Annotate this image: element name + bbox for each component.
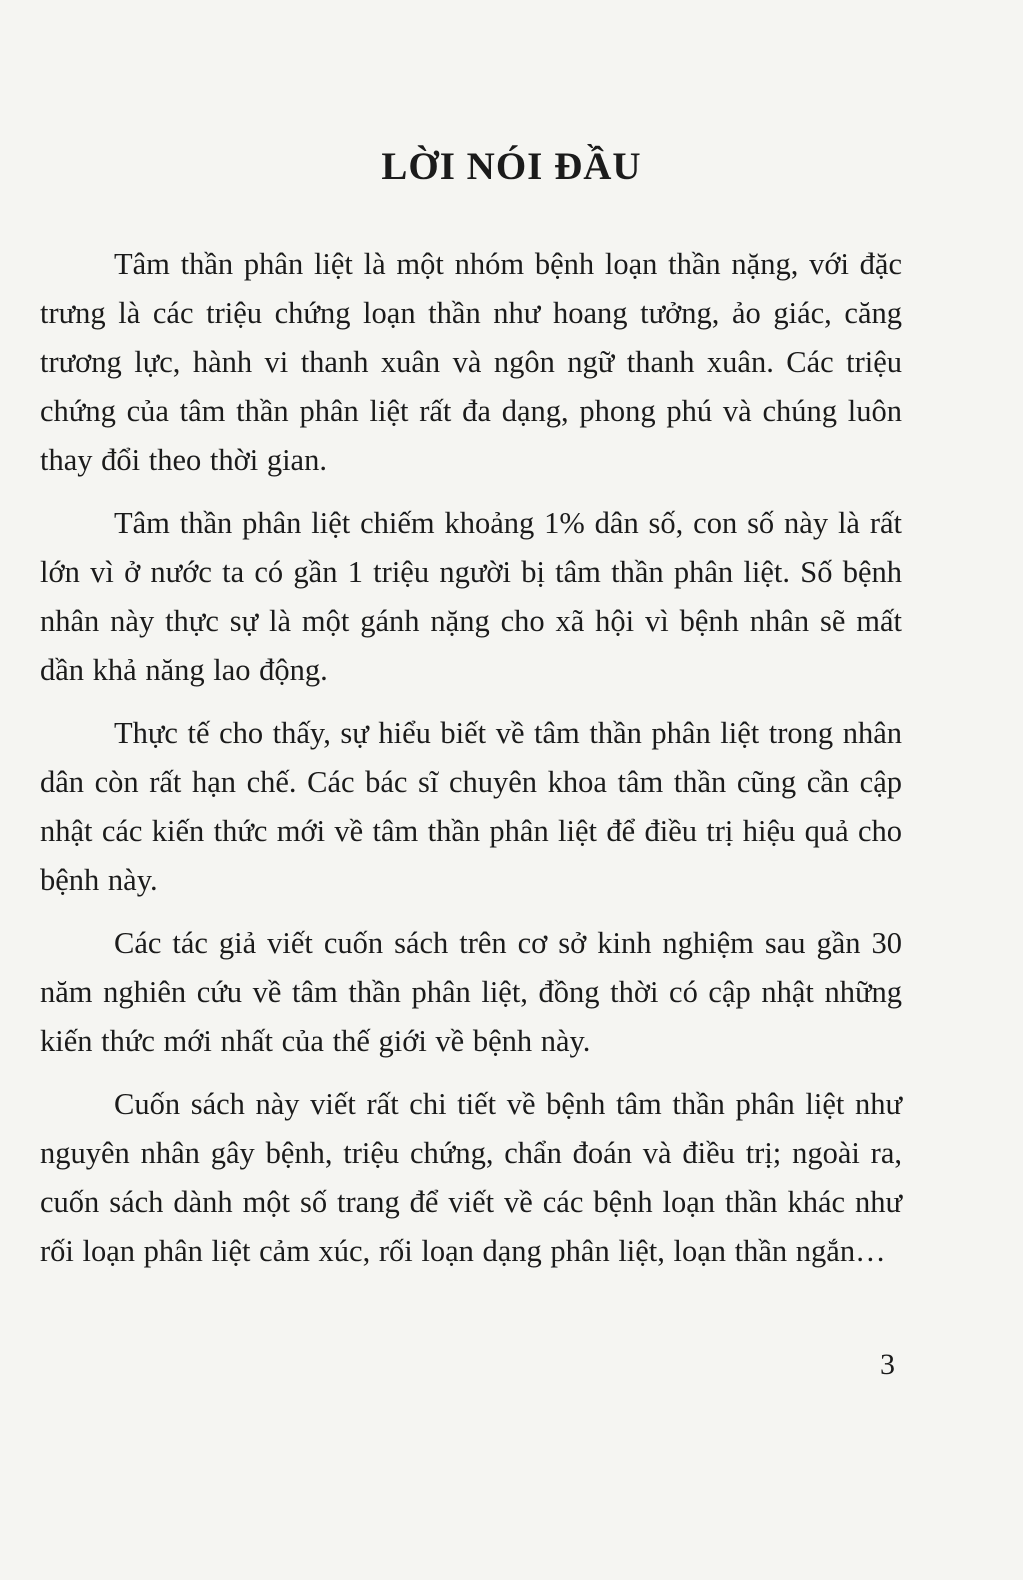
paragraph: Thực tế cho thấy, sự hiểu biết về tâm thần phân liệt trong nhân dân còn rất hạn chế. Các bác sĩ chuyên khoa tâm thần cũng cần cập nhật các kiến thức mới về tâm thần phân liệt để điều trị hiệu quả cho bệnh này. <box>40 716 902 897</box>
page-number: 3 <box>880 1348 895 1381</box>
paragraph: Tâm thần phân liệt chiếm khoảng 1% dân số, con số này là rất lớn vì ở nước ta có gần 1 triệu người bị tâm thần phân liệt. Số bệnh nhân này thực sự là một gánh nặng cho xã hội vì bệnh nhân sẽ mất dần khả năng lao động. <box>40 506 902 687</box>
paragraph: Cuốn sách này viết rất chi tiết về bệnh tâm thần phân liệt như nguyên nhân gây bệnh, triệu chứng, chẩn đoán và điều trị; ngoài ra, cuốn sách dành một số trang để viết về các bệnh loạn thần khác như rối loạn phân liệt cảm xúc, rối loạn dạng phân liệt, loạn thần ngắn… <box>40 1087 902 1268</box>
paragraph: Các tác giả viết cuốn sách trên cơ sở kinh nghiệm sau gần 30 năm nghiên cứu về tâm thần phân liệt, đồng thời có cập nhật những kiến thức mới nhất của thế giới về bệnh này. <box>40 926 902 1058</box>
paragraph: Tâm thần phân liệt là một nhóm bệnh loạn thần nặng, với đặc trưng là các triệu chứng loạn thần như hoang tưởng, ảo giác, căng trương lực, hành vi thanh xuân và ngôn ngữ thanh xuân. Các triệu chứng của tâm thần phân liệt rất đa dạng, phong phú và chúng luôn thay đổi theo thời gian. <box>40 247 902 477</box>
page-title: LỜI NÓI ĐẦU <box>381 145 642 188</box>
preface-body <box>40 240 902 1290</box>
